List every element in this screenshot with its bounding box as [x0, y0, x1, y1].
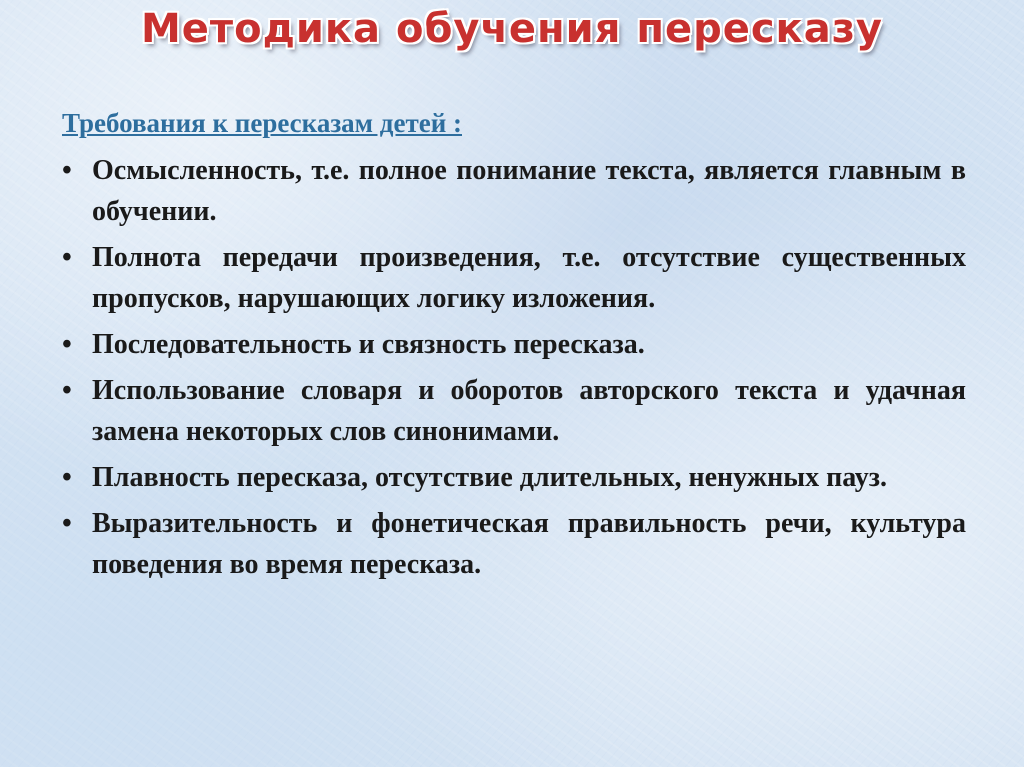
requirement-text: Выразительность и фонетическая правильность речи, культура поведения во время пересказа. [92, 508, 966, 580]
requirement-text: Использование словаря и оборотов авторского текста и удачная замена некоторых слов синонимами. [92, 375, 966, 447]
list-item [62, 150, 966, 232]
list-item [62, 503, 966, 585]
slide-content [62, 103, 966, 590]
requirement-text: Последовательность и связность пересказа. [92, 329, 645, 360]
list-item [62, 370, 966, 452]
list-item [62, 324, 966, 365]
requirement-text: Осмысленность, т.е. полное понимание текста, является главным в обучении. [92, 155, 966, 227]
requirement-text: Плавность пересказа, отсутствие длительных, ненужных пауз. [92, 462, 888, 493]
requirement-text: Полнота передачи произведения, т.е. отсутствие существенных пропусков, нарушающих логику изложения. [92, 242, 966, 314]
requirements-list [62, 150, 966, 585]
bullet-icon: • [62, 508, 72, 539]
slide-title: Методика обучения пересказу [140, 6, 884, 52]
requirements-heading: Требования к пересказам детей : [62, 108, 462, 138]
bullet-icon: • [62, 155, 72, 186]
bullet-icon: • [62, 375, 72, 406]
list-item [62, 237, 966, 319]
bullet-icon: • [62, 329, 72, 360]
bullet-icon: • [62, 242, 72, 273]
list-item [62, 457, 966, 498]
bullet-icon: • [62, 462, 72, 493]
